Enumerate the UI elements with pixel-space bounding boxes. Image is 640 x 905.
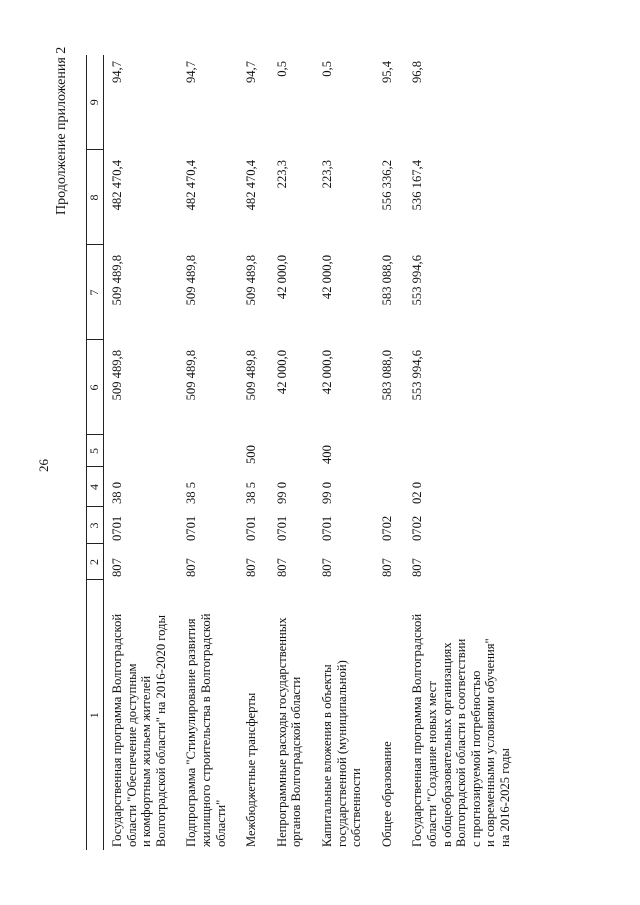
cell-value-8: 556 336,2 bbox=[379, 160, 394, 211]
row-name-cell bbox=[374, 580, 405, 850]
column-header: 5 bbox=[87, 435, 104, 467]
cell-percent: 0,5 bbox=[274, 61, 289, 77]
cell-value-8: 482 470,4 bbox=[244, 160, 259, 211]
cell-ministry: 807 bbox=[379, 558, 394, 577]
column-header: 7 bbox=[87, 245, 104, 340]
cell-expense-type bbox=[404, 435, 522, 467]
table-row bbox=[269, 55, 314, 850]
cell-value-7: 583 088,0 bbox=[379, 255, 394, 306]
row-name: Межбюджетные трансферты bbox=[244, 692, 259, 847]
cell-percent: 95,4 bbox=[379, 61, 394, 84]
table-row bbox=[404, 55, 522, 850]
cell-section: 0702 bbox=[379, 515, 394, 541]
cell-program: 38 5 bbox=[244, 481, 259, 504]
cell-section: 0701 bbox=[319, 515, 334, 541]
cell-value-8: 536 167,4 bbox=[410, 160, 425, 211]
row-name: Общее образование bbox=[379, 741, 394, 847]
cell-value-6: 509 489,8 bbox=[110, 350, 124, 401]
cell-value-6: 42 000,0 bbox=[319, 350, 334, 395]
cell-percent: 94,7 bbox=[110, 61, 124, 84]
cell-value-6: 42 000,0 bbox=[274, 350, 289, 395]
cell-expense-type bbox=[269, 435, 314, 467]
cell-value-8: 482 470,4 bbox=[110, 160, 124, 211]
table-row bbox=[238, 55, 269, 850]
cell-ministry: 807 bbox=[274, 558, 289, 577]
cell-program: 38 0 bbox=[110, 481, 124, 504]
cell-section: 0701 bbox=[184, 515, 199, 541]
row-name: Государственная программа Волгоградской области "Обеспечение доступным и комфортным жильем жителей Волгоградской области" на 2016-2020 годы bbox=[110, 613, 168, 847]
cell-value-6: 509 489,8 bbox=[184, 350, 199, 401]
cell-ministry: 807 bbox=[410, 558, 425, 577]
row-name: Государственная программа Волгоградской области "Создание новых мест в общеобразовательных организациях Волгоградской области в соответствии с прогнозируемой потребностью и современными условиями обучения" на 2016-2025 годы bbox=[410, 613, 512, 847]
cell-program: 38 5 bbox=[184, 481, 199, 504]
cell-value-7: 553 994,6 bbox=[410, 255, 425, 306]
column-header: 3 bbox=[87, 507, 104, 544]
cell-percent: 0,5 bbox=[319, 61, 334, 77]
cell-value-7: 509 489,8 bbox=[184, 255, 199, 306]
cell-expense-type bbox=[374, 435, 405, 467]
cell-value-8: 482 470,4 bbox=[184, 160, 199, 211]
column-header: 9 bbox=[87, 55, 104, 150]
table-row bbox=[314, 55, 374, 850]
cell-value-8: 223,3 bbox=[319, 160, 334, 189]
cell-section: 0701 bbox=[110, 515, 124, 541]
row-name-cell bbox=[404, 580, 522, 850]
row-name: Непрограммные расходы государственных органов Волгоградской области bbox=[274, 617, 304, 847]
cell-expense-type bbox=[104, 435, 179, 467]
cell-percent: 94,7 bbox=[244, 61, 259, 84]
cell-ministry: 807 bbox=[184, 558, 199, 577]
cell-ministry: 807 bbox=[110, 558, 124, 577]
cell-section: 0701 bbox=[244, 515, 259, 541]
cell-ministry: 807 bbox=[319, 558, 334, 577]
column-header: 1 bbox=[87, 580, 104, 850]
cell-program: 99 0 bbox=[274, 481, 289, 504]
cell-expense-type: 500 bbox=[244, 445, 259, 464]
table-row bbox=[374, 55, 405, 850]
cell-expense-type: 400 bbox=[319, 445, 334, 464]
row-name-cell bbox=[314, 580, 374, 850]
row-name-cell bbox=[269, 580, 314, 850]
column-header: 4 bbox=[87, 467, 104, 507]
row-name-cell bbox=[238, 580, 269, 850]
cell-ministry: 807 bbox=[244, 558, 259, 577]
row-name-cell bbox=[104, 580, 179, 850]
budget-table bbox=[86, 55, 522, 850]
column-header: 6 bbox=[87, 340, 104, 435]
cell-program: 99 0 bbox=[319, 481, 334, 504]
cell-section: 0702 bbox=[410, 515, 425, 541]
cell-value-7: 509 489,8 bbox=[244, 255, 259, 306]
table-row bbox=[104, 55, 179, 850]
column-header: 2 bbox=[87, 544, 104, 580]
cell-percent: 96,8 bbox=[410, 61, 425, 84]
cell-value-6: 553 994,6 bbox=[410, 350, 425, 401]
cell-program: 02 0 bbox=[410, 481, 425, 504]
page-number: 26 bbox=[36, 459, 51, 472]
cell-expense-type bbox=[178, 435, 238, 467]
column-header: 8 bbox=[87, 150, 104, 245]
cell-section: 0701 bbox=[274, 515, 289, 541]
table-row bbox=[178, 55, 238, 850]
cell-value-7: 509 489,8 bbox=[110, 255, 124, 306]
row-name-cell bbox=[178, 580, 238, 850]
row-name: Капитальные вложения в объекты государственной (муниципальной) собственности bbox=[319, 660, 364, 847]
cell-value-6: 583 088,0 bbox=[379, 350, 394, 401]
cell-value-6: 509 489,8 bbox=[244, 350, 259, 401]
cell-percent: 94,7 bbox=[184, 61, 199, 84]
cell-program bbox=[374, 467, 405, 507]
row-name: Подпрограмма "Стимулирование развития жилищного строительства в Волгоградской области" bbox=[184, 613, 228, 847]
continuation-title: Продолжение приложения 2 bbox=[54, 46, 69, 215]
cell-value-7: 42 000,0 bbox=[274, 255, 289, 300]
cell-value-8: 223,3 bbox=[274, 160, 289, 189]
cell-value-7: 42 000,0 bbox=[319, 255, 334, 300]
table-header-row bbox=[87, 55, 104, 850]
